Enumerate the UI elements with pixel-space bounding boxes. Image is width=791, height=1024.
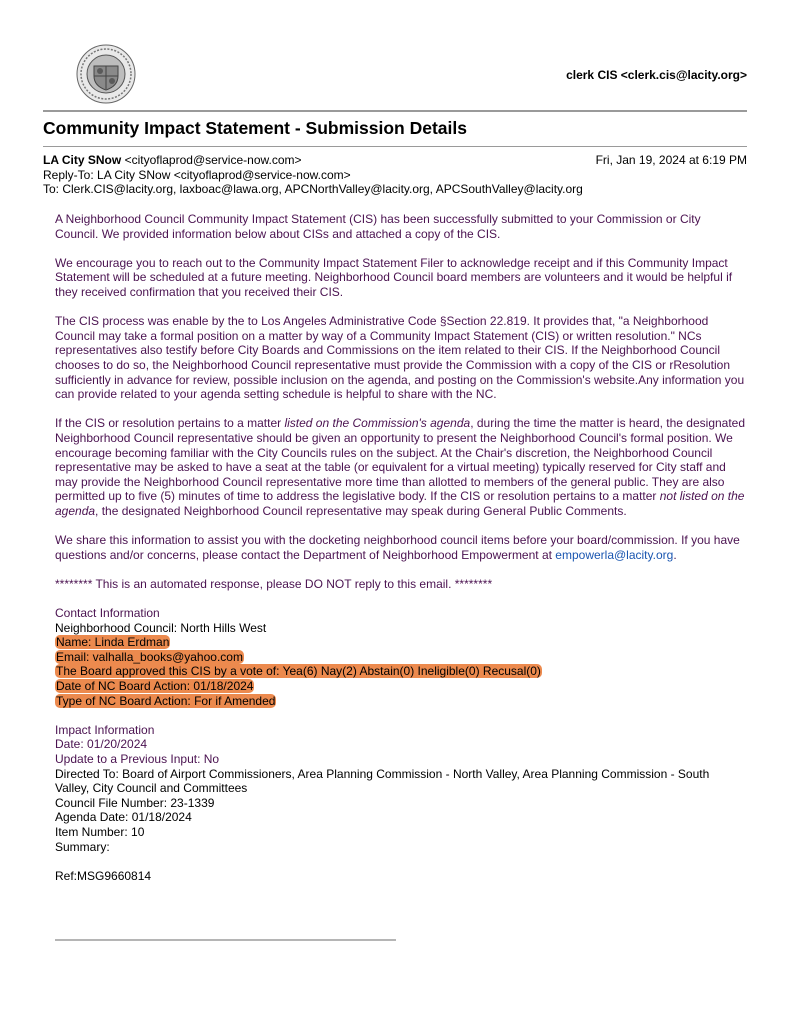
paragraph-cis-process: The CIS process was enable by the to Los Angeles Administrative Code §Section 22.819. It provides that, "a Neighborhood Council may take a formal position on a matter by way of a Community Impact Statement (CIS) or written resolution." NCs representatives also testify before City Boards and Commissions on the item related to their CIS. If the Neighborhood Council chooses to do so, the Neighborhood Council representative must provide the Commission with a copy of the CIS or rResolution sufficiently in advance for review, possible inclusion on the agenda, and posting on the Commission's website.Any information you can provide related to your agenda setting schedule is helpful to share with the NC. xyxy=(55,314,745,402)
from-email: <cityoflaprod@service-now.com> xyxy=(124,153,302,167)
paragraph-share xyxy=(55,533,745,562)
automated-notice: ******** This is an automated response, please DO NOT reply to this email. ******** xyxy=(55,576,493,591)
impact-date: Date: 01/20/2024 xyxy=(55,737,148,752)
impact-agenda-date: Agenda Date: 01/18/2024 xyxy=(55,810,192,825)
city-seal-logo xyxy=(76,44,136,104)
from-name: LA City SNow xyxy=(43,153,122,167)
contact-action-type: Type of NC Board Action: For if Amended xyxy=(56,693,276,708)
subject-divider xyxy=(43,146,747,147)
contact-heading: Contact Information xyxy=(55,606,160,621)
impact-directed-to: Directed To: Board of Airport Commissioners, Area Planning Commission - North Valley, Area Planning Commission - South Valley, City Council and Committees xyxy=(55,766,710,796)
p5-end: . xyxy=(673,547,677,562)
sender-display: clerk CIS <clerk.cis@lacity.org> xyxy=(566,68,747,82)
p5-text: We share this information to assist you with the docketing neighborhood council items before your board/commission. If you have questions and/or concerns, please contact the Department of Neighborhood Empowerment at xyxy=(55,533,740,562)
impact-summary: Summary: xyxy=(55,839,110,854)
p4-text-a: If the CIS or resolution pertains to a matter xyxy=(55,416,285,431)
email-header xyxy=(43,153,747,197)
p4-text-b: , during the time the matter is heard, the designated Neighborhood Council representative should be given an opportunity to present the Neighborhood Council's formal position. We encourage becoming familiar with the City Councils rules on the subject. At the Chair's discretion, the Neighborhood Council representative may be asked to have a seat at the table (or equivalent for a virtual meeting) typically reserved for City staff and may provide the Neighborhood Council representative more time than allotted to members of the general public. They are also permitted up to five (5) minutes of time to address the legislative body. If the CIS or resolution pertains to a matter xyxy=(55,416,746,504)
p4-emphasis-listed: listed on the Commission's agenda xyxy=(284,416,471,431)
impact-council-file: Council File Number: 23-1339 xyxy=(55,795,215,810)
paragraph-agenda xyxy=(55,416,745,518)
p4-text-c: , the designated Neighborhood Council representative may speak during General Public Comments. xyxy=(95,503,627,518)
email-subject: Community Impact Statement - Submission Details xyxy=(43,118,467,138)
header-divider xyxy=(43,110,747,112)
paragraph-encourage: We encourage you to reach out to the Community Impact Statement Filer to acknowledge receipt and if this Community Impact Statement will be scheduled at a future meeting. Neighborhood Council board members are volunteers and it would be helpful if they received confirmation that you received their CIS. xyxy=(55,255,733,299)
contact-email: Email: valhalla_books@yahoo.com xyxy=(56,649,243,664)
contact-action-date: Date of NC Board Action: 01/18/2024 xyxy=(56,679,254,693)
impact-update: Update to a Previous Input: No xyxy=(55,751,220,766)
p4-emphasis-not-listed: not listed on the agenda xyxy=(55,489,745,518)
to-line: To: Clerk.CIS@lacity.org, laxboac@lawa.org, APCNorthValley@lacity.org, APCSouthValley@lacity.org xyxy=(43,182,583,197)
city-seal-icon xyxy=(76,44,136,104)
footer-divider xyxy=(55,939,396,941)
contact-council: Neighborhood Council: North Hills West xyxy=(55,620,267,635)
email-body xyxy=(55,212,745,883)
contact-name: Name: Linda Erdman xyxy=(56,635,170,650)
reference-id: Ref:MSG9660814 xyxy=(55,868,152,883)
impact-item-number: Item Number: 10 xyxy=(55,824,145,839)
empowerla-email-link[interactable]: empowerla@lacity.org xyxy=(555,547,674,562)
reply-to-line: Reply-To: LA City SNow <cityoflaprod@service-now.com> xyxy=(43,167,351,182)
impact-heading: Impact Information xyxy=(55,722,155,737)
email-date: Fri, Jan 19, 2024 at 6:19 PM xyxy=(595,153,747,167)
contact-vote: The Board approved this CIS by a vote of: Yea(6) Nay(2) Abstain(0) Ineligible(0) Recusal(0) xyxy=(56,664,541,679)
paragraph-intro: A Neighborhood Council Community Impact Statement (CIS) has been successfully submitted to your Commission or City Council. We provided information below about CISs and attached a copy of the CIS. xyxy=(55,212,701,241)
